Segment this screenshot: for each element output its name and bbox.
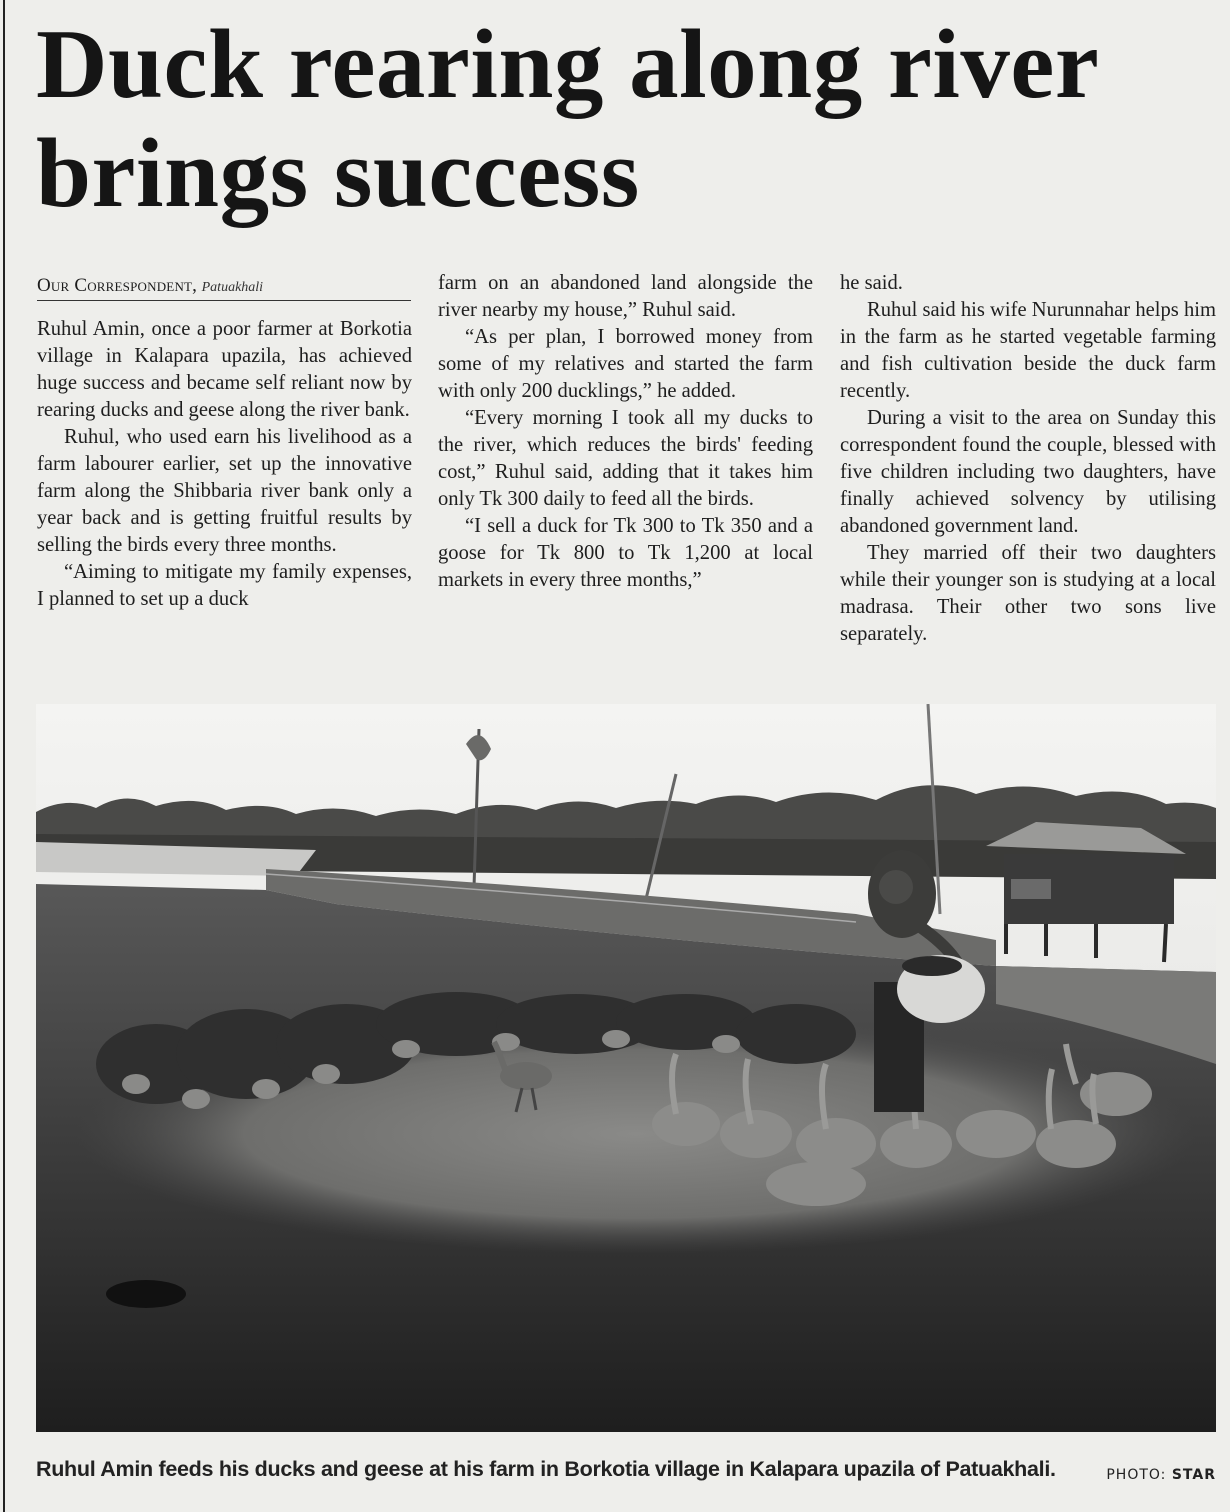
paragraph: During a visit to the area on Sunday this correspondent found the couple, blessed with five children including two daughters, have finally achieved solvency by utilising abandoned government land. xyxy=(840,407,1216,537)
byline-location: Patuakhali xyxy=(201,280,264,295)
photo-caption: Ruhul Amin feeds his ducks and geese at his farm in Borkotia village in Kalapara upazila of Patuakhali. xyxy=(36,1457,1056,1481)
article-column-3 xyxy=(840,270,1216,648)
page-edge-rule xyxy=(3,0,5,1512)
paragraph: “Every morning I took all my ducks to the river, which reduces the birds' feeding cost,” Ruhul said, adding that it takes him only Tk 300 daily to feed all the birds. xyxy=(438,407,813,510)
paragraph: They married off their two daughters while their younger son is studying at a local madrasa. Their other two sons live separately. xyxy=(840,542,1216,645)
paragraph: “Aiming to mitigate my family expenses, I planned to set up a duck xyxy=(37,561,412,610)
news-photo xyxy=(36,704,1216,1432)
paragraph: he said. xyxy=(840,272,903,294)
paragraph: Ruhul said his wife Nurunnahar helps him in the farm as he started vegetable farming and fish cultivation beside the duck farm recently. xyxy=(840,299,1216,402)
photo-credit-label: PHOTO: xyxy=(1106,1467,1167,1483)
byline xyxy=(37,270,411,301)
paragraph: Ruhul Amin, once a poor farmer at Borkotia village in Kalapara upazila, has achieved huge success and became self reliant now by rearing ducks and geese along the river bank. xyxy=(37,318,412,421)
paragraph: farm on an abandoned land alongside the river nearby my house,” Ruhul said. xyxy=(438,272,813,321)
article-column-1 xyxy=(37,316,412,613)
headline: Duck rearing along river brings success xyxy=(36,10,1098,228)
photo-credit xyxy=(1106,1467,1216,1483)
paragraph: “As per plan, I borrowed money from some of my relatives and started the farm with only 200 ducklings,” he added. xyxy=(438,326,813,402)
article-column-2 xyxy=(438,270,813,594)
byline-name: Our Correspondent, xyxy=(37,275,198,296)
photo-credit-source: STAR xyxy=(1171,1467,1216,1483)
paragraph: Ruhul, who used earn his livelihood as a farm labourer earlier, set up the innovative farm along the Shibbaria river bank only a year back and is getting fruitful results by selling the birds every three months. xyxy=(37,426,412,556)
paragraph: “I sell a duck for Tk 300 to Tk 350 and a goose for Tk 800 to Tk 1,200 at local markets in every three months,” xyxy=(438,515,813,591)
